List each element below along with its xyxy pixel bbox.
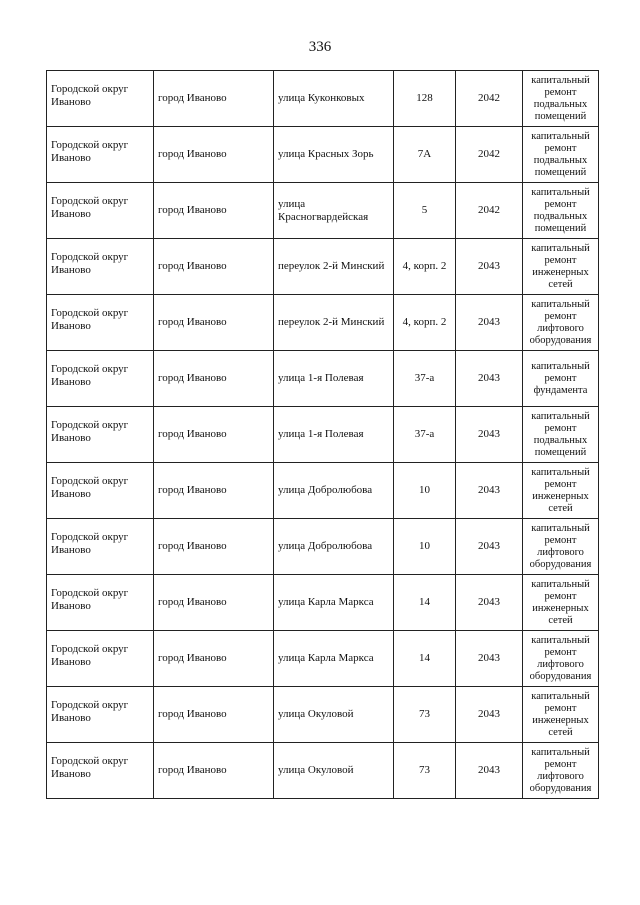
settlement-cell: город Иваново (154, 127, 274, 183)
repair-year-cell: 2042 (456, 183, 523, 239)
house-number-cell: 73 (394, 743, 456, 799)
table-row (47, 519, 599, 575)
street-cell: улица 1-я Полевая (274, 407, 394, 463)
house-number-cell: 7А (394, 127, 456, 183)
municipality-cell (47, 407, 154, 463)
municipality-cell (47, 463, 154, 519)
settlement-cell: город Иваново (154, 519, 274, 575)
work-type-cell: капитальный ремонт лифтового оборудования (523, 295, 599, 351)
work-type-cell: капитальный ремонт подвальных помещений (523, 127, 599, 183)
repair-year-cell: 2043 (456, 239, 523, 295)
table-row (47, 183, 599, 239)
house-number-cell: 128 (394, 71, 456, 127)
street-cell: переулок 2-й Минский (274, 239, 394, 295)
work-type-cell: капитальный ремонт подвальных помещений (523, 71, 599, 127)
municipality-cell (47, 127, 154, 183)
work-type-cell: капитальный ремонт подвальных помещений (523, 183, 599, 239)
municipality-cell (47, 295, 154, 351)
street-cell: улица Карла Маркса (274, 575, 394, 631)
settlement-cell: город Иваново (154, 351, 274, 407)
municipality-cell (47, 183, 154, 239)
municipality-cell (47, 687, 154, 743)
municipality-text: Городской округ Иваново (51, 754, 129, 780)
repair-year-cell: 2043 (456, 295, 523, 351)
municipality-cell (47, 631, 154, 687)
repair-year-cell: 2042 (456, 127, 523, 183)
house-number-cell: 37-а (394, 351, 456, 407)
municipality-text: Городской округ Иваново (51, 530, 129, 556)
municipality-text: Городской округ Иваново (51, 642, 129, 668)
table-row (47, 351, 599, 407)
settlement-cell: город Иваново (154, 631, 274, 687)
table-row (47, 687, 599, 743)
street-cell: улица Красногвардейская (274, 183, 394, 239)
municipality-cell (47, 71, 154, 127)
work-type-cell: капитальный ремонт лифтового оборудования (523, 743, 599, 799)
repair-year-cell: 2043 (456, 407, 523, 463)
municipality-text: Городской округ Иваново (51, 418, 129, 444)
municipality-text: Городской округ Иваново (51, 82, 129, 108)
municipality-text: Городской округ Иваново (51, 362, 129, 388)
street-cell: переулок 2-й Минский (274, 295, 394, 351)
house-number-cell: 10 (394, 463, 456, 519)
street-cell: улица Окуловой (274, 743, 394, 799)
house-number-cell: 14 (394, 575, 456, 631)
municipality-cell (47, 519, 154, 575)
settlement-cell: город Иваново (154, 407, 274, 463)
municipality-text: Городской округ Иваново (51, 250, 129, 276)
street-cell: улица Окуловой (274, 687, 394, 743)
table-row (47, 743, 599, 799)
table-row (47, 239, 599, 295)
settlement-cell: город Иваново (154, 463, 274, 519)
street-cell: улица Красных Зорь (274, 127, 394, 183)
municipality-text: Городской округ Иваново (51, 138, 129, 164)
repair-year-cell: 2043 (456, 687, 523, 743)
repair-year-cell: 2043 (456, 631, 523, 687)
repair-year-cell: 2043 (456, 743, 523, 799)
work-type-cell: капитальный ремонт инженерных сетей (523, 463, 599, 519)
house-number-cell: 14 (394, 631, 456, 687)
settlement-cell: город Иваново (154, 183, 274, 239)
page-number: 336 (308, 39, 332, 55)
work-type-cell: капитальный ремонт подвальных помещений (523, 407, 599, 463)
settlement-cell: город Иваново (154, 575, 274, 631)
street-cell: улица Добролюбова (274, 463, 394, 519)
street-cell: улица Куконковых (274, 71, 394, 127)
repair-schedule-table (46, 70, 599, 799)
table-body (47, 71, 599, 799)
repair-year-cell: 2043 (456, 519, 523, 575)
house-number-cell: 37-а (394, 407, 456, 463)
street-cell: улица 1-я Полевая (274, 351, 394, 407)
repair-year-cell: 2042 (456, 71, 523, 127)
table-row (47, 463, 599, 519)
house-number-cell: 4, корп. 2 (394, 295, 456, 351)
settlement-cell: город Иваново (154, 71, 274, 127)
work-type-cell: капитальный ремонт лифтового оборудования (523, 519, 599, 575)
municipality-text: Городской округ Иваново (51, 194, 129, 220)
house-number-cell: 5 (394, 183, 456, 239)
house-number-cell: 4, корп. 2 (394, 239, 456, 295)
table-row (47, 575, 599, 631)
work-type-cell: капитальный ремонт инженерных сетей (523, 575, 599, 631)
repair-year-cell: 2043 (456, 463, 523, 519)
table-row (47, 127, 599, 183)
settlement-cell: город Иваново (154, 239, 274, 295)
settlement-cell: город Иваново (154, 743, 274, 799)
house-number-cell: 10 (394, 519, 456, 575)
municipality-cell (47, 575, 154, 631)
municipality-text: Городской округ Иваново (51, 306, 129, 332)
municipality-cell (47, 351, 154, 407)
work-type-cell: капитальный ремонт инженерных сетей (523, 239, 599, 295)
municipality-text: Городской округ Иваново (51, 474, 129, 500)
municipality-text: Городской округ Иваново (51, 698, 129, 724)
repair-year-cell: 2043 (456, 351, 523, 407)
table-row (47, 407, 599, 463)
house-number-cell: 73 (394, 687, 456, 743)
work-type-cell: капитальный ремонт фундамента (523, 351, 599, 407)
street-cell: улица Карла Маркса (274, 631, 394, 687)
table-row (47, 631, 599, 687)
municipality-cell (47, 743, 154, 799)
table-row (47, 71, 599, 127)
municipality-text: Городской округ Иваново (51, 586, 129, 612)
settlement-cell: город Иваново (154, 295, 274, 351)
work-type-cell: капитальный ремонт инженерных сетей (523, 687, 599, 743)
municipality-cell (47, 239, 154, 295)
table-row (47, 295, 599, 351)
work-type-cell: капитальный ремонт лифтового оборудования (523, 631, 599, 687)
street-cell: улица Добролюбова (274, 519, 394, 575)
repair-year-cell: 2043 (456, 575, 523, 631)
settlement-cell: город Иваново (154, 687, 274, 743)
